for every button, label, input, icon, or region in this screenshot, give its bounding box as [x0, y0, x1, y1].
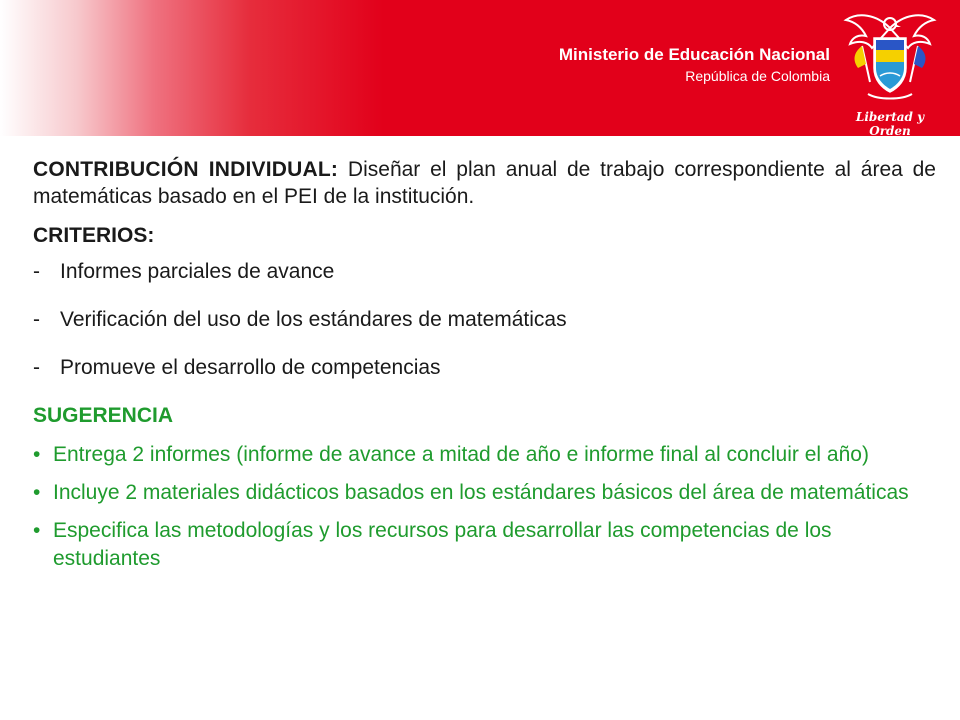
slide-content	[33, 156, 936, 583]
list-item	[33, 441, 936, 469]
criterios-heading: CRITERIOS:	[33, 224, 155, 247]
criterio-text: Promueve el desarrollo de competencias	[60, 356, 441, 379]
list-item	[33, 354, 936, 381]
ministry-name: Ministerio de Educación Nacional	[558, 45, 830, 64]
dash-bullet: -	[33, 308, 40, 331]
list-item	[33, 306, 936, 333]
list-item	[33, 258, 936, 285]
dash-bullet: -	[33, 260, 40, 283]
intro-paragraph	[33, 156, 936, 210]
sugerencia-text: Incluye 2 materiales didácticos basados en los estándares básicos del área de matemáticas	[53, 481, 909, 504]
sugerencia-heading: SUGERENCIA	[33, 404, 174, 427]
country-name: República de Colombia	[685, 68, 830, 84]
list-item	[33, 517, 936, 573]
sugerencia-text: Especifica las metodologías y los recursos para desarrollar las competencias de los estudiantes	[53, 519, 832, 570]
header-banner	[0, 0, 960, 136]
motto: Libertad y Orden	[855, 110, 925, 138]
sugerencia-text: Entrega 2 informes (informe de avance a mitad de año e informe final al concluir el año)	[53, 443, 869, 466]
criterio-text: Informes parciales de avance	[60, 260, 335, 283]
bullet-dot: •	[33, 443, 41, 466]
intro-text: Diseñar el plan anual de trabajo correspondiente al área de matemáticas basado en el PEI de la institución.	[33, 158, 936, 208]
bullet-dot: •	[33, 481, 41, 504]
dash-bullet: -	[33, 356, 40, 379]
criterio-text: Verificación del uso de los estándares de matemáticas	[60, 308, 567, 331]
intro-lead: CONTRIBUCIÓN INDIVIDUAL:	[33, 158, 339, 181]
bullet-dot: •	[33, 519, 41, 542]
ministry-block	[559, 44, 830, 86]
list-item	[33, 479, 936, 507]
colombia-coat-of-arms-icon	[840, 6, 940, 138]
